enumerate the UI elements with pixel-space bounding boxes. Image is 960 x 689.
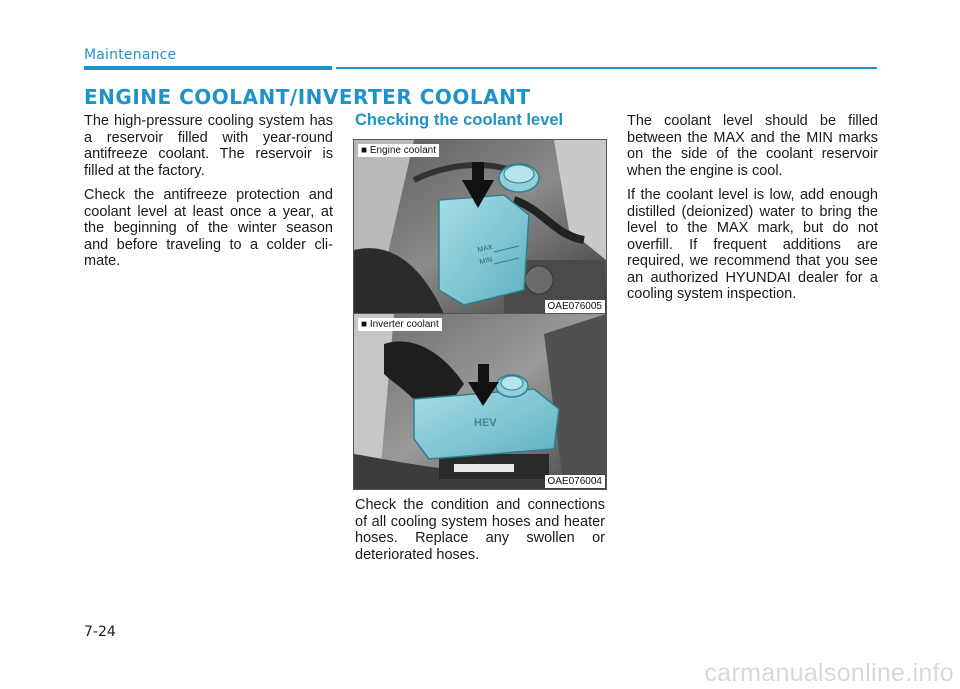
- engine-coolant-photo: [353, 139, 607, 315]
- inverter-coolant-photo: [353, 313, 607, 490]
- hev-tank-text: HEV: [474, 417, 497, 429]
- figure-code-engine: OAE076005: [545, 300, 606, 313]
- max-mark: MAX: [476, 243, 494, 254]
- figure-code-inverter: OAE076004: [545, 475, 606, 488]
- col2-text: [355, 497, 605, 571]
- column-3: [627, 113, 878, 311]
- figure-caption-inverter: ■ Inverter coolant: [358, 318, 442, 331]
- col3-paragraph-1: The coolant level should be filled between the MAX and the MIN marks on the side of the coolant reservoir when the engine is cool.: [627, 113, 878, 179]
- col1-paragraph-1: The high-pressure cooling system has a reservoir filled with year-round antifreeze coolant. The reservoir is filled at the factory.: [84, 113, 333, 179]
- engine-bay-illustration: [354, 140, 606, 314]
- page-heading: ENGINE COOLANT/INVERTER COOLANT: [84, 85, 531, 109]
- page-number: 7-24: [84, 624, 116, 640]
- inverter-bay-illustration: [354, 314, 606, 489]
- col2-paragraph: Check the condition and connections of all cooling system hoses and heater hoses. Replace any swollen or deteriorated hoses.: [355, 497, 605, 563]
- column-1: [84, 113, 333, 278]
- header-rule-thick: [84, 66, 332, 70]
- watermark: carmanualsonline.info: [704, 659, 954, 687]
- col1-paragraph-2: Check the antifreeze protection and coolant level at least once a year, at the beginning of the winter season and before traveling to a colder cli-mate.: [84, 187, 333, 269]
- min-mark: MIN: [478, 256, 493, 266]
- section-label: Maintenance: [84, 47, 177, 63]
- col3-paragraph-2: If the coolant level is low, add enough distilled (deionized) water to bring the level to the MAX mark, but do not overfill. If frequent additions are required, we recommend that you see an authorized HYUNDAI dealer for a cooling system inspection.: [627, 187, 878, 302]
- header-rule-thin: [336, 67, 877, 69]
- col2-heading: Checking the coolant level: [355, 111, 564, 129]
- figure-caption-engine: ■ Engine coolant: [358, 144, 439, 157]
